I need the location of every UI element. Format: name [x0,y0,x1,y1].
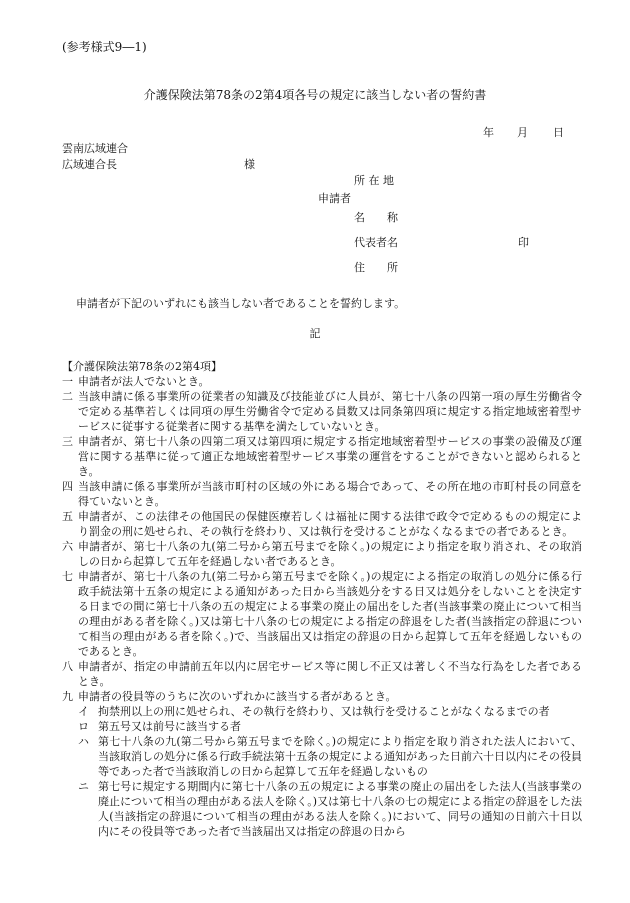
subitem-text: 第七号に規定する期間内に第七十八条の五の規定による事業の廃止の届出をした法人(当該事業の廃止について相当の理由がある法人を除く。)又は第七十八条の七の規定による指定の辞退をした法人(当該指定の辞退について相当の理由がある法人を除く。)において、同号の通知の日前六十日以内にその役員等であった者で当該届出又は指定の辞退の日から [98,780,582,838]
ki-heading: 記 [309,327,321,340]
item-number: 七 [62,570,73,583]
date-day: 日 [553,126,564,139]
list-item [62,659,582,689]
item-text: 申請者が、第七十八条の四第二項又は第四項に規定する指定地域密着型サービスの事業の設備及び運営に関する基準に従って適正な地域密着型サービス事業の運営をすることができないと認められるとき。 [78,435,582,478]
section-title: 【介護保険法第78条の2第4項】 [62,360,222,373]
date-year: 年 [483,126,494,139]
list-item [62,479,582,509]
addressee-honorific: 様 [244,158,255,171]
provisions-list [62,359,582,839]
item-text: 申請者の役員等のうちに次のいずれかに該当する者があるとき。 [78,690,397,703]
subitem-number: ニ [78,780,89,793]
item-text: 申請者が、第七十八条の九(第二号から第五号までを除く。)の規定による指定の取消しの処分に係る行政手続法第十五条の規定による通知があった日から当該処分をする日又は処分をしないことを決定する日までの間に第七十八条の五の規定による事業の廃止の届出をした者(当該事業の廃止について相当の理由がある者を除く。)又は第七十八条の七の規定による指定の辞退をした者(当該指定の辞退について相当の理由がある者を除く。)で、当該届出又は指定の辞退の日から起算して五年を経過しないものであるとき。 [78,570,582,658]
item-number: 五 [62,510,73,523]
list-item [62,374,582,389]
item-number: 八 [62,660,73,673]
list-item [62,539,582,569]
pledge-statement: 申請者が下記のいずれにも該当しない者であることを誓約します。 [76,297,406,310]
date-row [483,125,564,140]
item-text: 申請者が、指定の申請前五年以内に居宅サービス等に関し不正又は著しく不当な行為をした者であるとき。 [78,660,582,688]
item-text: 当該申請に係る事業所が当該市町村の区域の外にある場合であって、その所在地の市町村長の同意を得ていないとき。 [78,480,582,508]
representative-label: 代表者名 [354,236,398,249]
sub-list-item [62,734,582,779]
item-number: 九 [62,690,73,703]
list-item [62,389,582,434]
sub-list-item [62,704,582,719]
item-text: 申請者が、第七十八条の九(第二号から第五号までを除く。)の規定により指定を取り消され、その取消しの日から起算して五年を経過しない者であるとき。 [78,540,582,568]
subitem-number: イ [78,705,89,718]
list-item [62,689,582,704]
item-number: 三 [62,435,73,448]
page-title: 介護保険法第78条の2第4項各号の規定に該当しない者の誓約書 [143,88,487,102]
address-label: 住 所 [354,261,398,274]
seal-mark: 印 [518,236,529,249]
sub-list-item [62,719,582,734]
item-text: 当該申請に係る事業所の従業者の知識及び技能並びに人員が、第七十八条の四第一項の厚生労働省令で定める基準若しくは同項の厚生労働省令で定める員数又は同条第四項に規定する指定地域密着型サービスに従事する従業者に関する基準を満たしていないとき。 [78,390,582,433]
item-number: 一 [62,375,73,388]
subitem-text: 拘禁刑以上の刑に処せられ、その執行を終わり、又は執行を受けることがなくなるまでの者 [98,705,550,718]
subitem-number: ロ [78,720,89,733]
item-number: 六 [62,540,73,553]
list-item [62,509,582,539]
name-label: 名 称 [354,211,398,224]
list-item [62,434,582,479]
item-number: 四 [62,480,73,493]
item-text: 申請者が法人でないとき。 [78,375,210,388]
subitem-text: 第五号又は前号に該当する者 [98,720,241,733]
addressee-organization: 雲南広域連合 [62,142,128,155]
date-month: 月 [517,126,528,139]
item-text: 申請者が、この法律その他国民の保健医療若しくは福祉に関する法律で政令で定めるものの規定により罰金の刑に処せられ、その執行を終わり、又は執行を受けることがなくなるまでの者であるとき。 [78,510,582,538]
sub-list-item [62,779,582,839]
item-number: 二 [62,390,73,403]
form-number: (参考様式9―1) [62,40,147,54]
location-label: 所 在 地 [354,174,394,187]
list-item [62,569,582,659]
addressee-title: 広域連合長 [62,158,117,171]
subitem-number: ハ [78,735,89,748]
subitem-text: 第七十八条の九(第二号から第五号までを除く。)の規定により指定を取り消された法人において、当該取消しの処分に係る行政手続法第十五条の規定による通知があった日前六十日以内にその役員等であった者で当該取消しの日から起算して五年を経過しないもの [98,735,582,778]
applicant-label: 申請者 [318,192,351,205]
